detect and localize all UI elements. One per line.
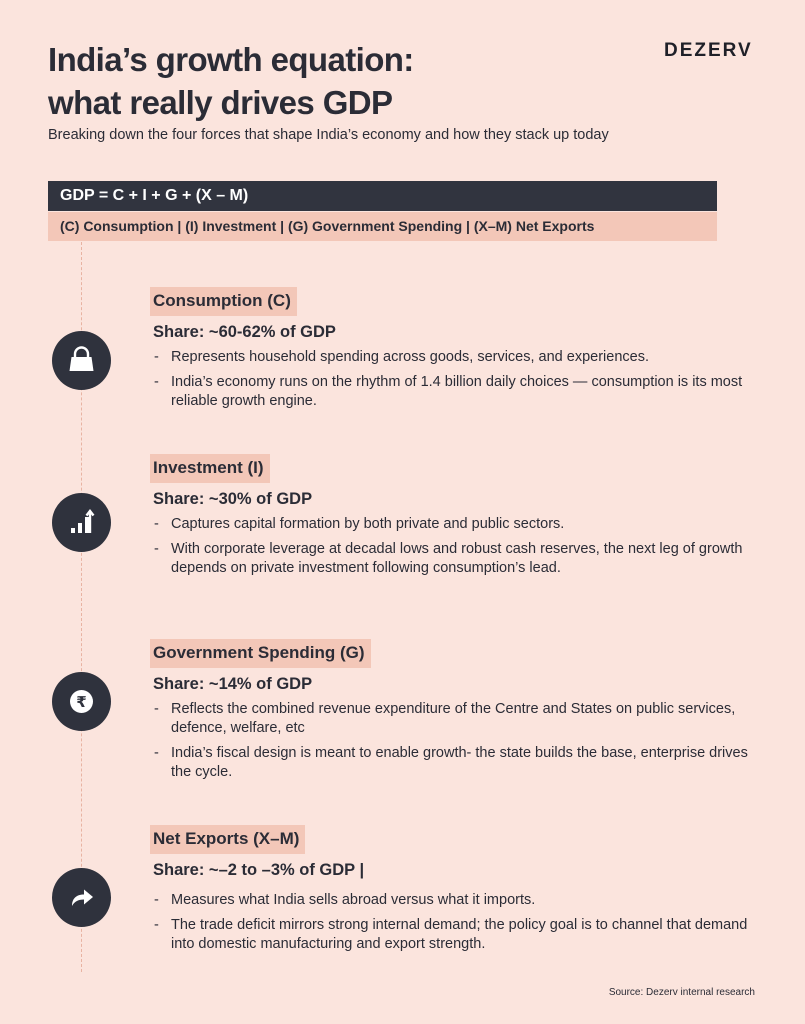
svg-text:₹: ₹ bbox=[76, 693, 87, 711]
bullet-item: - Reflects the combined revenue expenditure of the Centre and States on public services, defence, welfare, etc bbox=[153, 700, 760, 738]
shopping-bag-icon bbox=[52, 331, 111, 390]
share-arrow-icon bbox=[52, 868, 111, 927]
bullet-item: - The trade deficit mirrors strong internal demand; the policy goal is to channel that demand into domestic manufacturing and export strength. bbox=[153, 916, 760, 954]
bullet-item: - Measures what India sells abroad versus what it imports. bbox=[153, 891, 760, 910]
source-note: Source: Dezerv internal research bbox=[608, 987, 755, 998]
section-share: Share: ~14% of GDP bbox=[153, 675, 313, 693]
section-share: Share: ~–2 to –3% of GDP | bbox=[153, 861, 365, 879]
subtitle: Breaking down the four forces that shape India’s economy and how they stack up today bbox=[48, 127, 609, 143]
section-title: Consumption (C) bbox=[150, 287, 297, 316]
section-government-spending bbox=[150, 639, 760, 788]
section-share: Share: ~30% of GDP bbox=[153, 490, 313, 508]
section-investment bbox=[150, 454, 760, 584]
formula-legend: (C) Consumption | (I) Investment | (G) Government Spending | (X–M) Net Exports bbox=[48, 212, 717, 241]
section-share: Share: ~60-62% of GDP bbox=[153, 323, 336, 341]
bullet-list bbox=[153, 515, 760, 578]
growth-bars-icon bbox=[52, 493, 111, 552]
bullet-list bbox=[153, 700, 760, 782]
bullet-list bbox=[153, 348, 760, 411]
section-title: Net Exports (X–M) bbox=[150, 825, 305, 854]
bullet-item: - With corporate leverage at decadal lows and robust cash reserves, the next leg of growth depends on private investment following consumption’s lead. bbox=[153, 540, 760, 578]
bullet-item: - Captures capital formation by both private and public sectors. bbox=[153, 515, 760, 534]
title-line-1: India’s growth equation: bbox=[48, 41, 414, 78]
section-title: Government Spending (G) bbox=[150, 639, 371, 668]
title-line-2: what really drives GDP bbox=[48, 84, 393, 121]
bullet-list bbox=[153, 891, 760, 954]
bullet-item: - India’s economy runs on the rhythm of 1.4 billion daily choices — consumption is its most reliable growth engine. bbox=[153, 373, 760, 411]
gdp-formula: GDP = C + I + G + (X – M) bbox=[48, 181, 717, 211]
brand-logo: DEZERV bbox=[664, 40, 753, 61]
section-consumption bbox=[150, 287, 760, 417]
section-net-exports bbox=[150, 825, 760, 960]
bullet-item: - India’s fiscal design is meant to enable growth- the state builds the base, enterprise drives the cycle. bbox=[153, 744, 760, 782]
bullet-item: - Represents household spending across goods, services, and experiences. bbox=[153, 348, 760, 367]
rupee-coin-icon bbox=[52, 672, 111, 731]
section-title: Investment (I) bbox=[150, 454, 270, 483]
page-title bbox=[48, 38, 648, 124]
